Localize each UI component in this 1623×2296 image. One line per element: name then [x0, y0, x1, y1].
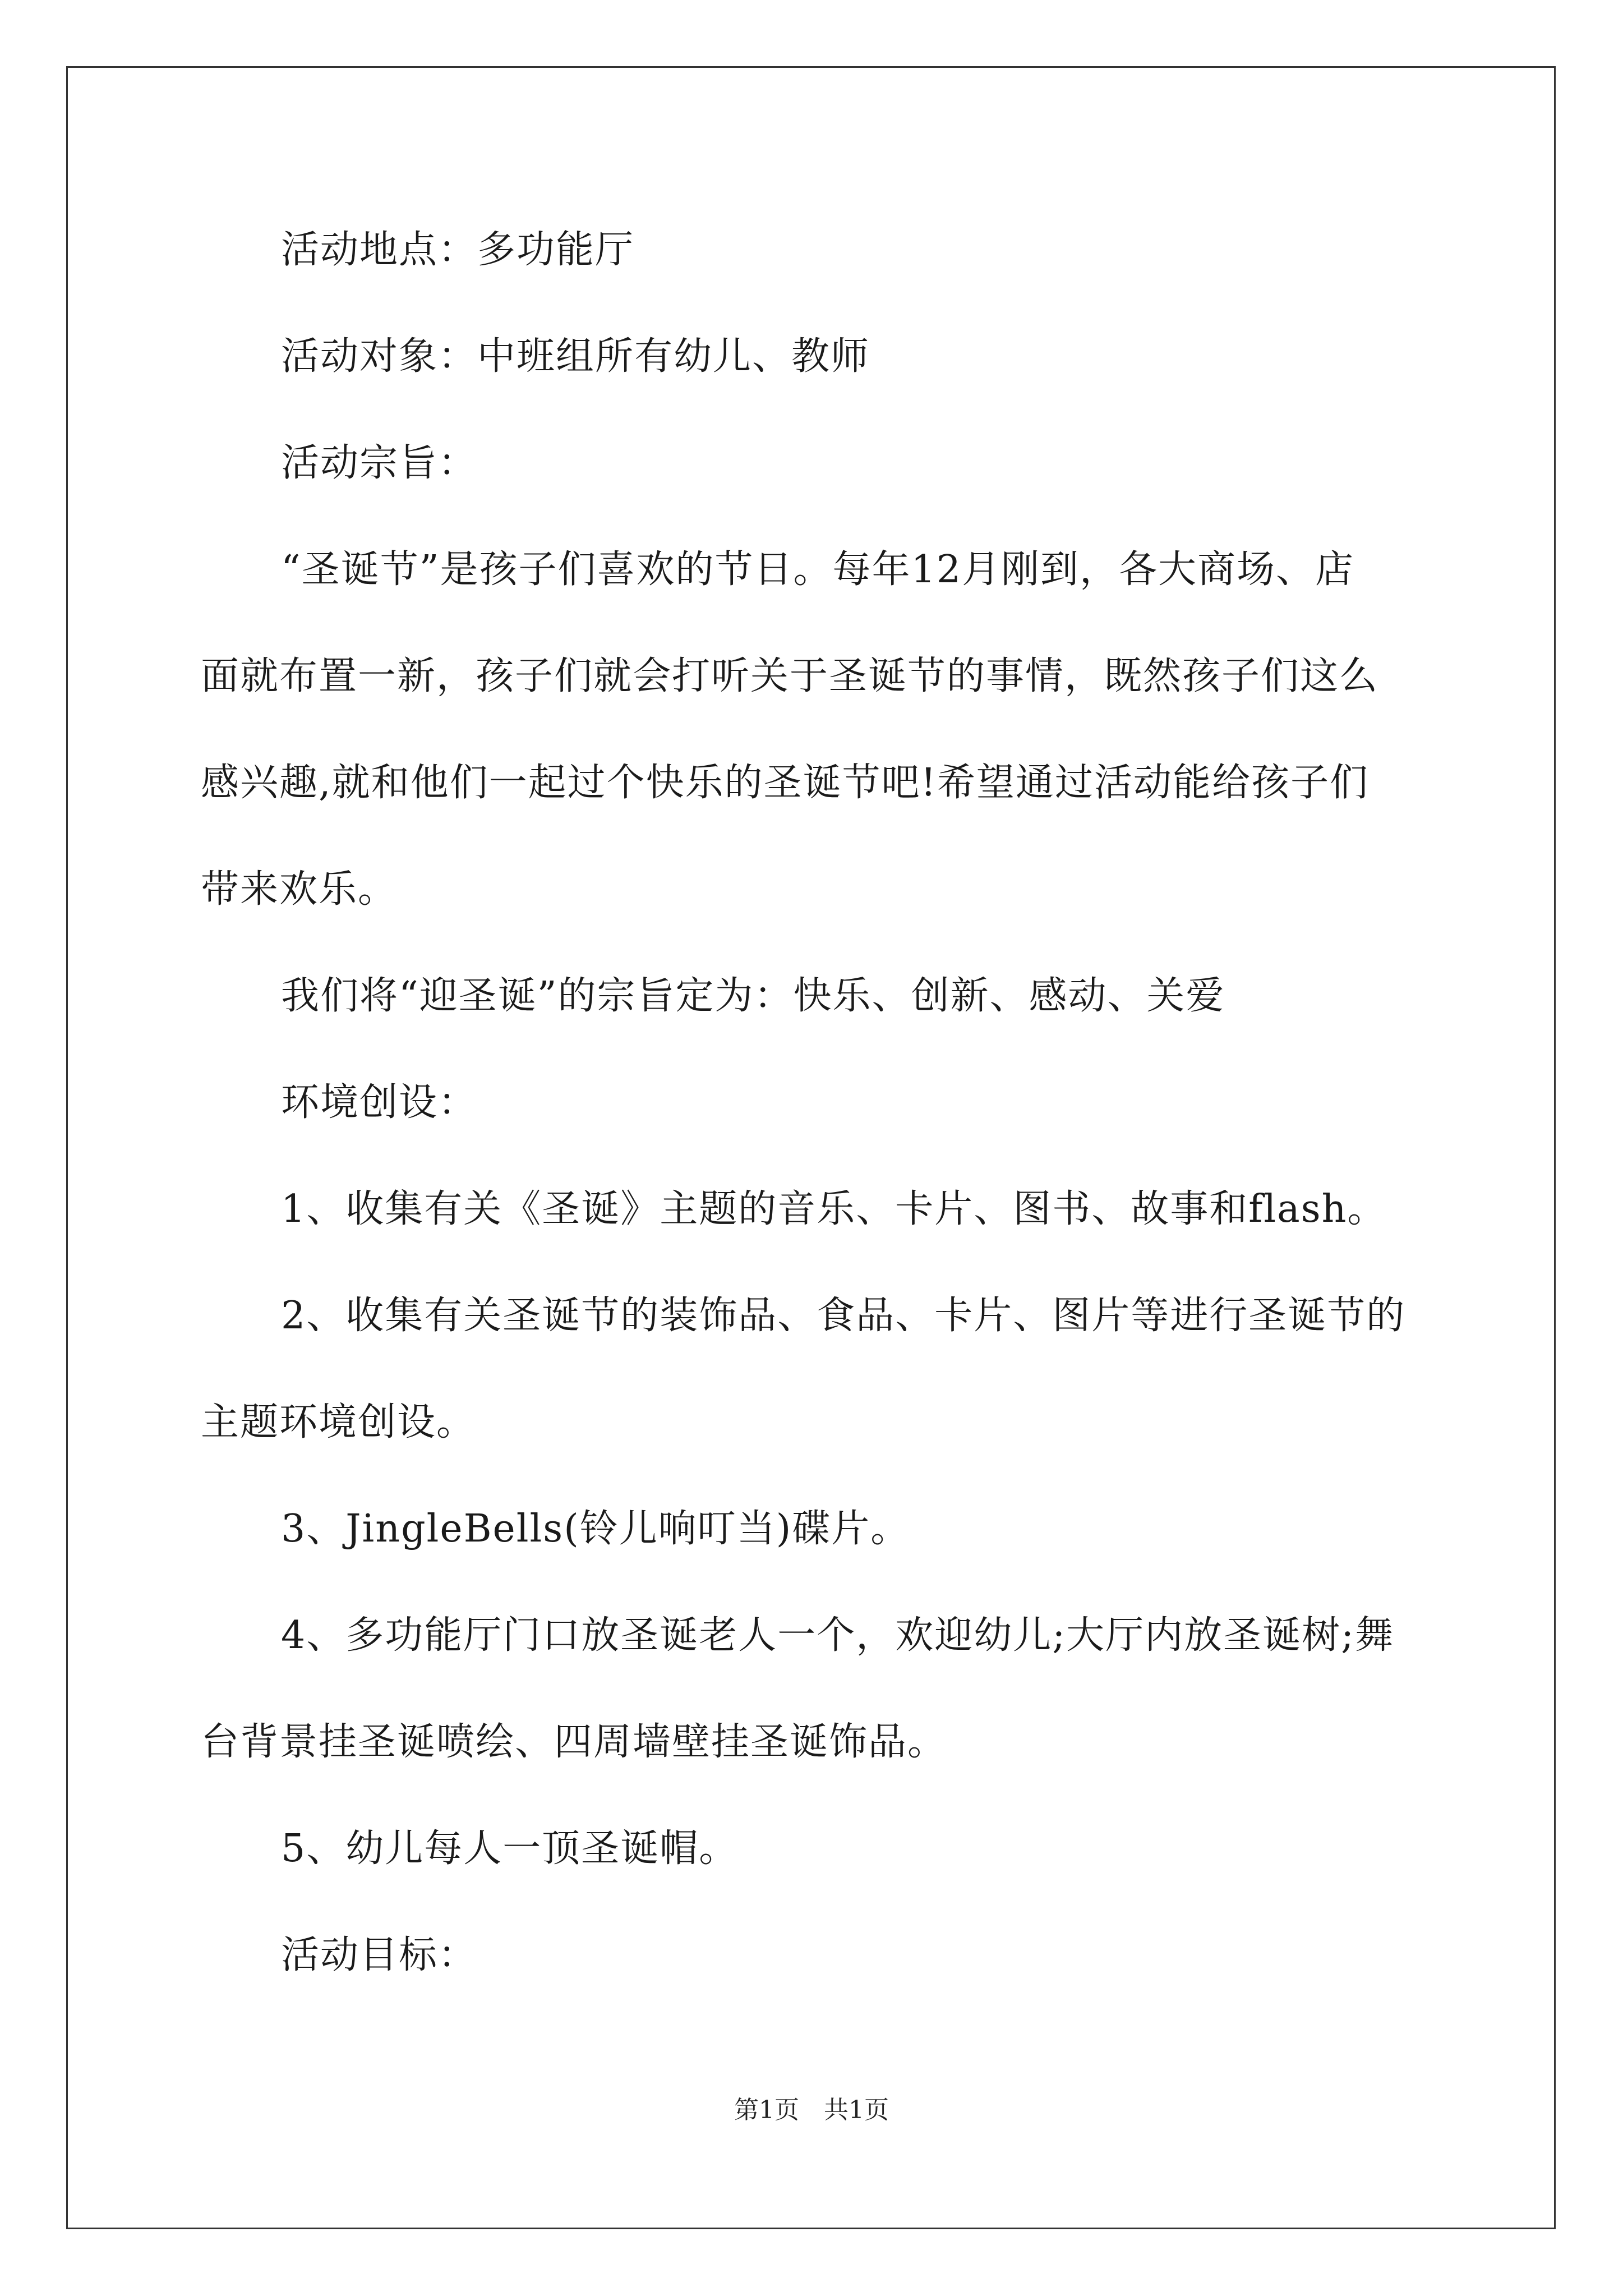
text-line-paragraph-4: 带来欢乐。	[201, 867, 398, 912]
text-line-purpose-heading: 活动宗旨：	[281, 441, 478, 485]
text-line-item-5: 5、幼儿每人一顶圣诞帽。	[281, 1826, 739, 1871]
page-number-footer: 第1页 共1页	[734, 2096, 889, 2124]
text-line-environment-heading: 环境创设：	[281, 1080, 478, 1125]
text-line-location: 活动地点：多功能厅	[281, 228, 635, 272]
text-line-item-2: 2、收集有关圣诞节的装饰品、食品、卡片、图片等进行圣诞节的	[281, 1294, 1406, 1338]
text-line-audience: 活动对象：中班组所有幼儿、教师	[281, 334, 870, 379]
text-line-paragraph-3: 感兴趣,就和他们一起过个快乐的圣诞节吧!希望通过活动能给孩子们	[201, 761, 1369, 805]
text-line-item-1: 1、收集有关《圣诞》主题的音乐、卡片、图书、故事和flash。	[281, 1187, 1387, 1231]
page-border	[66, 66, 1556, 2229]
text-line-paragraph-2: 面就布置一新，孩子们就会打听关于圣诞节的事情，既然孩子们这么	[201, 654, 1379, 698]
text-line-item-4-cont: 台背景挂圣诞喷绘、四周墙壁挂圣诞饰品。	[201, 1720, 947, 1764]
text-line-goals-heading: 活动目标：	[281, 1933, 478, 1977]
text-line-item-3: 3、JingleBells(铃儿响叮当)碟片。	[281, 1507, 910, 1551]
text-line-purpose-statement: 我们将“迎圣诞”的宗旨定为：快乐、创新、感动、关爱	[281, 974, 1225, 1018]
text-line-item-4: 4、多功能厅门口放圣诞老人一个，欢迎幼儿;大厅内放圣诞树;舞	[281, 1613, 1395, 1658]
text-line-paragraph-1: “圣诞节”是孩子们喜欢的节日。每年12月刚到，各大商场、店	[281, 547, 1355, 592]
text-line-item-2-cont: 主题环境创设。	[201, 1400, 476, 1444]
